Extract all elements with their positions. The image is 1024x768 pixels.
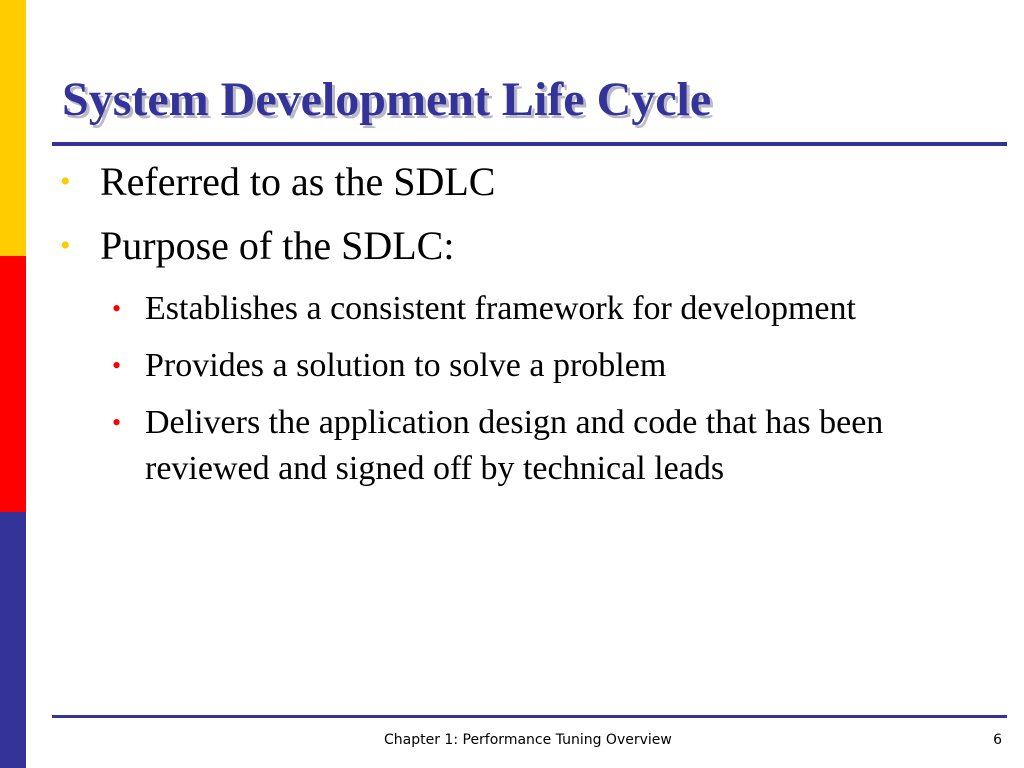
sub-bullet-text: Delivers the application design and code that has been reviewed and signed off by technical leads: [145, 404, 884, 487]
side-bar-red-segment: [0, 256, 26, 512]
sub-bullet-container: [60, 286, 1000, 492]
footer-divider: [52, 715, 1007, 718]
bullet-item: [60, 222, 1000, 270]
side-color-bar: [0, 0, 26, 768]
title-underline: [52, 142, 1007, 146]
sub-bullet-list: [60, 286, 1000, 492]
footer-chapter-label: Chapter 1: Performance Tuning Overview: [384, 732, 672, 748]
sub-bullet-dot-icon: •: [112, 408, 122, 437]
bullet-item: [60, 158, 1000, 206]
bullet-dot-icon: •: [60, 165, 71, 198]
sub-bullet-dot-icon: •: [112, 351, 122, 380]
slide-title: System Development Life Cycle: [62, 73, 712, 126]
sub-bullet-dot-icon: •: [112, 294, 122, 323]
sub-bullet-item: [112, 286, 1000, 332]
bullet-dot-icon: •: [60, 229, 71, 262]
page-number: 6: [993, 732, 1002, 748]
side-bar-yellow-segment: [0, 0, 26, 256]
side-bar-blue-segment: [0, 512, 26, 768]
sub-bullet-text: Provides a solution to solve a problem: [145, 347, 667, 384]
sub-bullet-item: [112, 343, 1000, 389]
bullet-list: [60, 158, 1000, 503]
sub-bullet-text: Establishes a consistent framework for development: [145, 290, 856, 327]
bullet-text: Purpose of the SDLC:: [100, 223, 455, 268]
bullet-text: Referred to as the SDLC: [100, 159, 496, 204]
sub-bullet-item: [112, 400, 1000, 492]
